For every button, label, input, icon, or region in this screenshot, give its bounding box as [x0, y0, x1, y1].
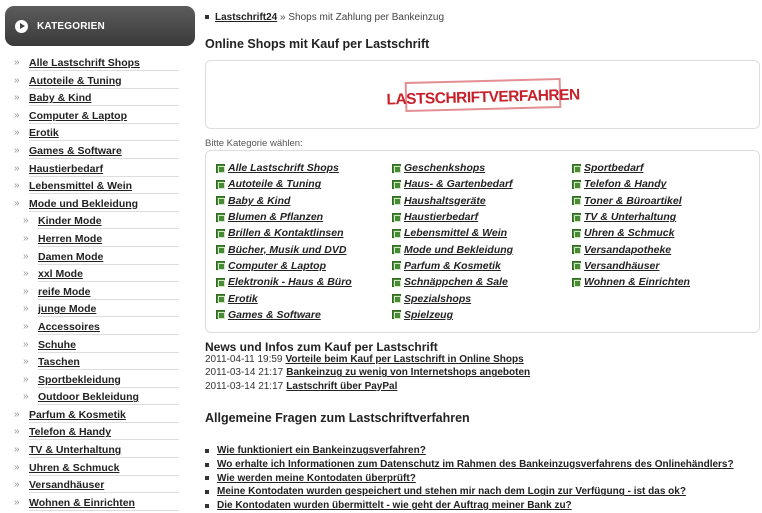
category-item	[216, 193, 352, 209]
sidebar-item	[5, 461, 195, 479]
faq-link[interactable]: Wie werden meine Kontodaten überprüft?	[217, 472, 416, 484]
sidebar-link[interactable]: Erotik	[29, 127, 59, 140]
category-link[interactable]: Haustierbedarf	[404, 211, 479, 224]
raquo-icon: »	[14, 444, 20, 456]
category-link[interactable]: Haus- & Gartenbedarf	[404, 178, 513, 191]
green-bullet-icon	[572, 229, 581, 238]
sidebar-link[interactable]: Outdoor Bekleidung	[38, 391, 139, 404]
category-prompt: Bitte Kategorie wählen:	[205, 138, 303, 149]
sidebar-item	[5, 443, 195, 461]
logo-banner	[205, 60, 760, 129]
category-link[interactable]: Versandapotheke	[584, 243, 672, 256]
sidebar-item-label	[38, 267, 179, 282]
sidebar-item-label	[29, 443, 179, 458]
green-bullet-icon	[392, 310, 401, 319]
category-link[interactable]: Uhren & Schmuck	[584, 227, 675, 240]
category-item	[216, 225, 352, 241]
bullet-icon	[205, 504, 209, 508]
news-list	[205, 354, 530, 394]
category-link[interactable]: TV & Unterhaltung	[584, 211, 677, 224]
category-item	[392, 258, 513, 274]
sidebar-item-label	[38, 390, 179, 405]
category-link[interactable]: Parfum & Kosmetik	[404, 259, 501, 272]
sidebar-link[interactable]: Baby & Kind	[29, 92, 92, 105]
sidebar-item-label	[38, 214, 179, 229]
sidebar-category-list	[5, 56, 195, 513]
category-item	[216, 274, 352, 290]
raquo-icon: »	[14, 144, 20, 156]
news-section-title: News und Infos zum Kauf per Lastschrift	[205, 340, 438, 354]
news-link[interactable]: Lastschrift über PayPal	[286, 380, 398, 392]
green-bullet-icon	[216, 294, 225, 303]
sidebar-item	[5, 197, 195, 215]
sidebar-link[interactable]: xxl Mode	[38, 268, 83, 281]
sidebar-link[interactable]: Telefon & Handy	[29, 426, 112, 439]
sidebar-header	[5, 6, 195, 46]
sidebar-item	[5, 91, 195, 109]
sidebar-subitem	[5, 285, 195, 303]
faq-item	[205, 458, 734, 472]
category-item	[216, 176, 352, 192]
sidebar-link[interactable]: TV & Unterhaltung	[29, 444, 122, 457]
category-item	[216, 241, 352, 257]
green-bullet-icon	[216, 278, 225, 287]
sidebar-subitem	[5, 267, 195, 285]
sidebar-item-label	[29, 56, 179, 71]
green-bullet-icon	[572, 213, 581, 222]
category-item	[216, 307, 352, 323]
green-bullet-icon	[216, 180, 225, 189]
green-bullet-icon	[572, 245, 581, 254]
raquo-icon: »	[23, 285, 29, 297]
category-link[interactable]: Spielzeug	[404, 308, 454, 321]
faq-section-title: Allgemeine Fragen zum Lastschriftverfahren	[205, 411, 470, 425]
category-column	[572, 160, 690, 290]
news-date: 2011-03-14 21:17	[205, 367, 284, 379]
raquo-icon: »	[14, 496, 20, 508]
green-bullet-icon	[392, 180, 401, 189]
breadcrumb-separator: »	[280, 12, 286, 23]
category-link[interactable]: Schnäppchen & Sale	[404, 276, 508, 289]
category-item	[572, 258, 690, 274]
raquo-icon: »	[14, 127, 20, 139]
sidebar-item-label	[29, 126, 179, 141]
category-item	[572, 176, 690, 192]
category-item	[392, 160, 513, 176]
sidebar-item-label	[29, 162, 179, 177]
green-bullet-icon	[572, 196, 581, 205]
category-link[interactable]: Games & Software	[228, 308, 321, 321]
sidebar-item-label	[29, 109, 179, 124]
sidebar-subitem	[5, 320, 195, 338]
sidebar-link[interactable]: Alle Lastschrift Shops	[29, 57, 140, 69]
raquo-icon: »	[23, 391, 29, 403]
green-bullet-icon	[216, 310, 225, 319]
news-item	[205, 381, 530, 394]
news-link[interactable]: Vorteile beim Kauf per Lastschrift in Online Shops	[285, 354, 524, 365]
sidebar-item-label	[38, 355, 179, 370]
green-bullet-icon	[392, 245, 401, 254]
category-item	[572, 225, 690, 241]
category-link[interactable]: Lebensmittel & Wein	[404, 227, 508, 240]
green-bullet-icon	[216, 213, 225, 222]
raquo-icon: »	[14, 479, 20, 491]
category-link[interactable]: Baby & Kind	[228, 194, 291, 207]
sidebar-subitem	[5, 355, 195, 373]
sidebar-link[interactable]: Parfum & Kosmetik	[29, 408, 126, 421]
raquo-icon: »	[14, 197, 20, 209]
sidebar-item-label	[38, 285, 179, 300]
green-bullet-icon	[216, 261, 225, 270]
category-item	[572, 160, 690, 176]
sidebar-link[interactable]: junge Mode	[38, 303, 97, 316]
category-item	[392, 176, 513, 192]
bullet-icon	[205, 463, 209, 467]
sidebar-subitem	[5, 390, 195, 408]
sidebar-subitem	[5, 232, 195, 250]
sidebar-item	[5, 162, 195, 180]
raquo-icon: »	[23, 250, 29, 262]
sidebar-link[interactable]: Computer & Laptop	[29, 109, 127, 122]
lastschriftverfahren-stamp-logo	[385, 73, 580, 117]
sidebar-item-label	[38, 250, 179, 265]
category-item	[216, 209, 352, 225]
sidebar-link[interactable]: Uhren & Schmuck	[29, 461, 120, 474]
category-column	[216, 160, 352, 323]
category-item	[392, 209, 513, 225]
green-bullet-icon	[392, 229, 401, 238]
sidebar-item	[5, 408, 195, 426]
sidebar-link[interactable]: Haustierbedarf	[29, 162, 104, 175]
category-item	[392, 274, 513, 290]
bullet-icon	[205, 449, 209, 453]
sidebar-item-label	[29, 478, 179, 493]
sidebar-link[interactable]: Mode und Bekleidung	[29, 197, 139, 210]
news-date: 2011-04-11 19:59	[205, 354, 283, 365]
sidebar-item-label	[38, 338, 179, 353]
sidebar-item-label	[29, 496, 179, 511]
category-item	[392, 241, 513, 257]
category-item	[392, 290, 513, 306]
sidebar-subitem	[5, 250, 195, 268]
breadcrumb-bullet-icon	[205, 15, 209, 19]
sidebar-header-label: KATEGORIEN	[37, 20, 105, 32]
sidebar-item	[5, 109, 195, 127]
green-bullet-icon	[572, 180, 581, 189]
category-link[interactable]: Wohnen & Einrichten	[584, 276, 690, 289]
faq-item	[205, 471, 734, 485]
sidebar-item-label	[29, 425, 179, 440]
green-bullet-icon	[216, 229, 225, 238]
green-bullet-icon	[216, 164, 225, 173]
sidebar-link[interactable]: Schuhe	[38, 338, 76, 351]
category-link[interactable]: Mode und Bekleidung	[404, 243, 514, 256]
raquo-icon: »	[23, 268, 29, 280]
category-item	[216, 160, 352, 176]
sidebar-link[interactable]: Herren Mode	[38, 232, 103, 245]
sidebar-item-label	[38, 232, 179, 247]
raquo-icon: »	[23, 303, 29, 315]
news-item	[205, 367, 530, 380]
category-link[interactable]: Haushaltsgeräte	[404, 194, 486, 207]
faq-item	[205, 499, 734, 513]
raquo-icon: »	[14, 109, 20, 121]
category-link[interactable]: Blumen & Pflanzen	[228, 211, 324, 224]
raquo-icon: »	[23, 215, 29, 227]
raquo-icon: »	[14, 426, 20, 438]
category-item	[392, 225, 513, 241]
bullet-icon	[205, 490, 209, 494]
category-link[interactable]: Bücher, Musik und DVD	[228, 243, 347, 256]
category-item	[392, 193, 513, 209]
sidebar-subitem	[5, 302, 195, 320]
sidebar-item	[5, 56, 195, 74]
category-item	[572, 241, 690, 257]
green-bullet-icon	[392, 196, 401, 205]
faq-link[interactable]: Wie funktioniert ein Bankeinzugsverfahren?	[217, 445, 426, 457]
sidebar-item-label	[29, 197, 179, 212]
green-bullet-icon	[392, 278, 401, 287]
raquo-icon: »	[14, 408, 20, 420]
raquo-icon: »	[14, 57, 20, 68]
raquo-icon: »	[14, 74, 20, 86]
faq-link[interactable]: Meine Kontodaten wurden gespeichert und stehen mir nach dem Login zur Verfügung - ist das ok?	[217, 486, 686, 498]
green-bullet-icon	[216, 245, 225, 254]
green-bullet-icon	[572, 278, 581, 287]
sidebar-item-label	[29, 461, 179, 476]
raquo-icon: »	[23, 338, 29, 350]
faq-item	[205, 485, 734, 499]
category-link[interactable]: Autoteile & Tuning	[228, 178, 322, 191]
sidebar-link[interactable]: Damen Mode	[38, 250, 104, 263]
sidebar-item-label	[38, 320, 179, 335]
sidebar-item-label	[38, 373, 179, 388]
category-item	[216, 290, 352, 306]
green-bullet-icon	[392, 261, 401, 270]
sidebar-item	[5, 478, 195, 496]
sidebar-item	[5, 179, 195, 197]
sidebar-link[interactable]: Lebensmittel & Wein	[29, 180, 133, 193]
category-link[interactable]: Brillen & Kontaktlinsen	[228, 227, 344, 240]
green-bullet-icon	[572, 261, 581, 270]
category-link[interactable]: Versandhäuser	[584, 259, 660, 272]
raquo-icon: »	[14, 180, 20, 192]
category-link[interactable]: Computer & Laptop	[228, 259, 326, 272]
raquo-icon: »	[14, 92, 20, 104]
news-item	[205, 354, 530, 367]
sidebar-link[interactable]: Versandhäuser	[29, 479, 105, 492]
sidebar-item	[5, 425, 195, 443]
faq-link[interactable]: Wo erhalte ich Informationen zum Datenschutz im Rahmen des Bankeinzugsverfahrens des Onlinehändlers?	[217, 459, 734, 471]
faq-list	[205, 444, 734, 512]
raquo-icon: »	[14, 162, 20, 174]
raquo-icon: »	[23, 320, 29, 332]
sidebar-item-label	[29, 179, 179, 194]
sidebar-link[interactable]: Kinder Mode	[38, 215, 102, 228]
sidebar-subitem	[5, 373, 195, 391]
sidebar-link[interactable]: Accessoires	[38, 320, 100, 333]
sidebar-subitem	[5, 338, 195, 356]
sidebar-item-label	[29, 144, 179, 159]
sidebar-item	[5, 126, 195, 144]
sidebar-link[interactable]: Taschen	[38, 356, 80, 369]
breadcrumb-current: Shops mit Zahlung per Bankeinzug	[288, 12, 445, 23]
sidebar-item-label	[29, 74, 179, 89]
page-title: Online Shops mit Kauf per Lastschrift	[205, 37, 430, 51]
category-item	[572, 274, 690, 290]
sidebar-item	[5, 74, 195, 92]
category-item	[572, 193, 690, 209]
raquo-icon: »	[14, 461, 20, 473]
category-item	[392, 307, 513, 323]
raquo-icon: »	[23, 356, 29, 368]
raquo-icon: »	[23, 373, 29, 385]
sidebar-link[interactable]: Autoteile & Tuning	[29, 74, 122, 87]
sidebar-item	[5, 496, 195, 513]
sidebar-link[interactable]: reife Mode	[38, 285, 91, 298]
sidebar-subitem	[5, 214, 195, 232]
news-link[interactable]: Bankeinzug zu wenig von Internetshops angeboten	[286, 367, 531, 379]
sidebar-item-label	[29, 408, 179, 423]
sidebar-link[interactable]: Wohnen & Einrichten	[29, 496, 135, 509]
bullet-icon	[205, 476, 209, 480]
sidebar	[5, 6, 195, 508]
svg-text:LASTSCHRIFTVERFAHREN: LASTSCHRIFTVERFAHREN	[385, 85, 580, 109]
category-link[interactable]: Elektronik - Haus & Büro	[228, 276, 352, 289]
category-grid	[205, 150, 760, 333]
breadcrumb	[205, 12, 444, 23]
faq-item	[205, 444, 734, 458]
sidebar-link[interactable]: Sportbekleidung	[38, 373, 121, 386]
green-bullet-icon	[392, 164, 401, 173]
news-date: 2011-03-14 21:17	[205, 380, 284, 392]
category-link[interactable]: Spezialshops	[404, 292, 472, 305]
play-icon	[15, 20, 28, 33]
category-link[interactable]: Sportbedarf	[584, 162, 644, 175]
category-item	[216, 258, 352, 274]
category-link[interactable]: Erotik	[228, 292, 258, 305]
green-bullet-icon	[572, 164, 581, 173]
green-bullet-icon	[392, 213, 401, 222]
breadcrumb-home-link[interactable]: Lastschrift24	[215, 12, 278, 23]
sidebar-item-label	[29, 91, 179, 106]
faq-link[interactable]: Die Kontodaten wurden übermittelt - wie geht der Auftrag meiner Bank zu?	[217, 500, 572, 512]
green-bullet-icon	[216, 196, 225, 205]
category-column	[392, 160, 513, 323]
sidebar-item	[5, 144, 195, 162]
sidebar-item-label	[38, 302, 179, 317]
category-item	[572, 209, 690, 225]
green-bullet-icon	[392, 294, 401, 303]
raquo-icon: »	[23, 232, 29, 244]
category-link[interactable]: Toner & Büroartikel	[584, 194, 682, 207]
category-link[interactable]: Geschenkshops	[404, 162, 486, 175]
category-link[interactable]: Telefon & Handy	[584, 178, 667, 191]
category-link[interactable]: Alle Lastschrift Shops	[228, 162, 339, 175]
sidebar-link[interactable]: Games & Software	[29, 144, 122, 157]
